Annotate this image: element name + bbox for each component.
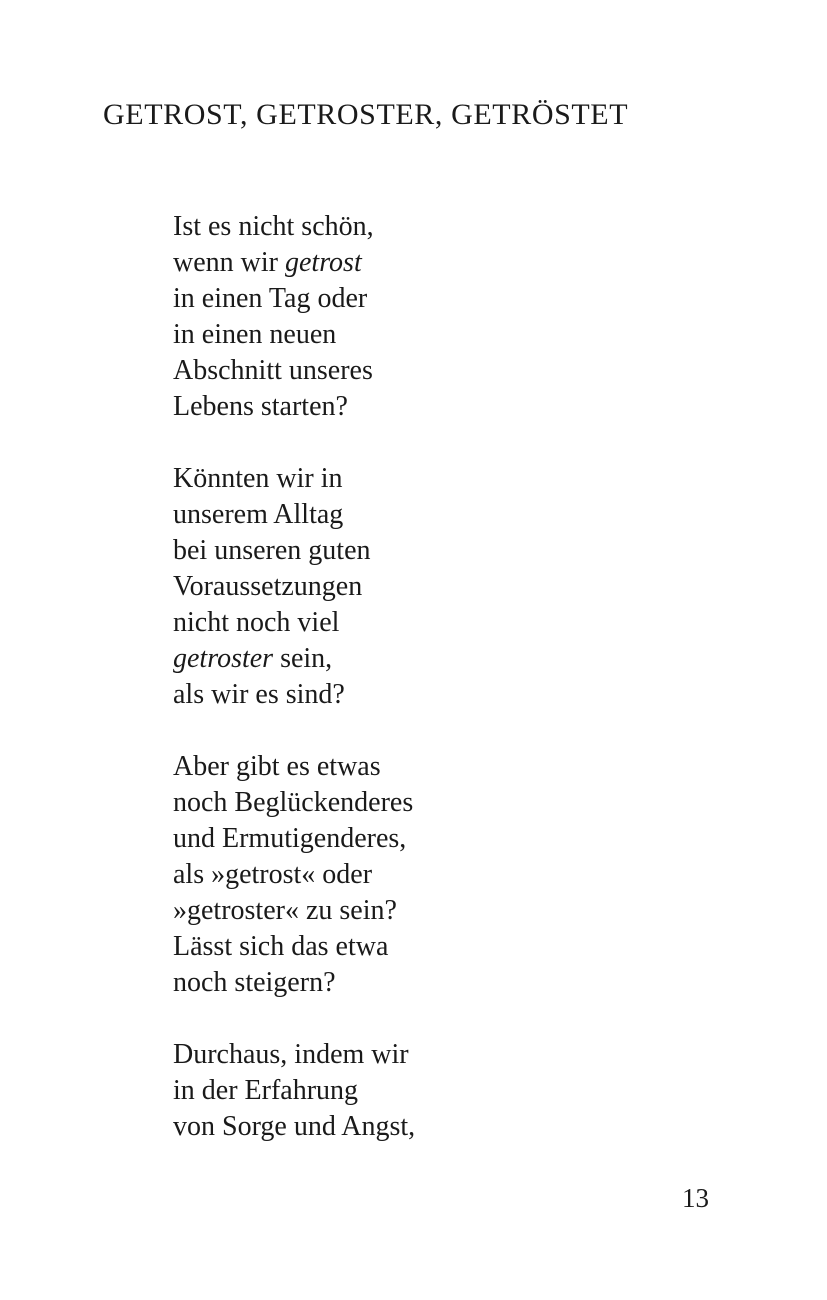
poem-line: in der Erfahrung: [173, 1075, 359, 1106]
poem-line: Aber gibt es etwas: [173, 751, 381, 782]
page-number: 13: [682, 1183, 709, 1213]
stanza: [173, 461, 733, 713]
emphasized-word: getrost: [284, 247, 362, 278]
poem-line: und Ermutigenderes,: [173, 823, 407, 854]
poem-line: von Sorge und Angst,: [173, 1111, 416, 1142]
emphasized-word: getroster: [173, 643, 274, 674]
stanza: [173, 1037, 733, 1145]
poem-line: »getroster« zu sein?: [173, 895, 397, 926]
poem-line: in einen Tag oder: [173, 283, 368, 314]
poem-line: Lässt sich das etwa: [173, 931, 389, 962]
poem-line: [173, 245, 733, 281]
poem-line: Abschnitt unseres: [173, 355, 373, 386]
poem-line: Durchaus, indem wir: [173, 1039, 409, 1070]
poem-line: als »getrost« oder: [173, 859, 373, 890]
poem-line: in einen neuen: [173, 319, 337, 350]
poem-line: noch Beglückenderes: [173, 787, 414, 818]
line-text: sein,: [273, 643, 333, 674]
stanza: [173, 209, 733, 425]
poem-line: nicht noch viel: [173, 607, 340, 638]
poem-line: Ist es nicht schön,: [173, 211, 374, 242]
poem-body: [173, 209, 733, 1181]
poem-line: noch steigern?: [173, 967, 336, 998]
poem-line: unserem Alltag: [173, 499, 344, 530]
poem-line: Lebens starten?: [173, 391, 348, 422]
poem-line: bei unseren guten: [173, 535, 371, 566]
poem-line: [173, 641, 733, 677]
line-text: wenn wir: [173, 247, 285, 278]
poem-line: Voraussetzungen: [173, 571, 363, 602]
poem-title: GETROST, GETROSTER, GETRÖSTET: [103, 98, 629, 131]
poem-line: als wir es sind?: [173, 679, 345, 710]
stanza: [173, 749, 733, 1001]
poem-line: Könnten wir in: [173, 463, 343, 494]
